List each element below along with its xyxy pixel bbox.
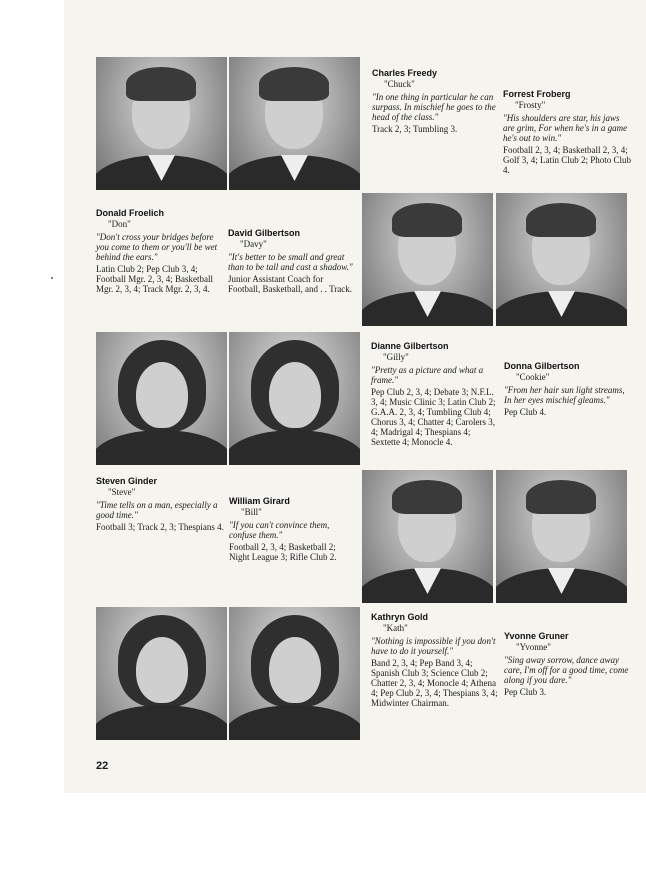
student-nickname: "Chuck" (384, 79, 415, 89)
entry-charles-freedy (372, 68, 498, 134)
entry-donna-gilbertson (504, 361, 632, 417)
scan-speck (51, 277, 53, 279)
student-activities: Track 2, 3; Tumbling 3. (372, 124, 458, 134)
entry-david-gilbertson (228, 228, 356, 294)
student-name: Forrest Froberg (503, 89, 571, 99)
portrait-steven-ginder (362, 470, 493, 603)
entry-dianne-gilbertson (371, 341, 499, 447)
student-nickname: "Kath" (383, 623, 408, 633)
student-activities: Junior Assistant Coach for Football, Basketball, and . . Track. (228, 274, 352, 294)
portrait-dianne-gilbertson (96, 332, 227, 465)
student-name: Donna Gilbertson (504, 361, 580, 371)
student-quote: "Sing away sorrow, dance away care, I'm off for a good time, come along if you dare." (504, 655, 629, 685)
student-quote: "Pretty as a picture and what a frame." (371, 365, 484, 385)
portrait-yvonne-gruner (229, 607, 360, 740)
portrait-kathryn-gold (96, 607, 227, 740)
portrait-william-girard (496, 470, 627, 603)
student-quote: "If you can't convince them, confuse them." (229, 520, 330, 540)
student-activities: Football 2, 3, 4; Basketball 2; Night League 3; Rifle Club 2. (229, 542, 337, 562)
entry-yvonne-gruner (504, 631, 632, 697)
student-nickname: "Frosty" (515, 100, 546, 110)
student-nickname: "Davy" (240, 239, 267, 249)
student-quote: "Don't cross your bridges before you come to them or you'll be wet behind the ears." (96, 232, 218, 262)
student-nickname: "Don" (108, 219, 131, 229)
student-nickname: "Gilly" (383, 352, 409, 362)
student-name: Steven Ginder (96, 476, 158, 486)
student-name: Dianne Gilbertson (371, 341, 449, 351)
student-name: Kathryn Gold (371, 612, 429, 622)
entry-donald-froelich (96, 208, 224, 294)
student-activities: Football 3; Track 2, 3; Thespians 4. (96, 522, 224, 532)
portrait-donald-froelich (362, 193, 493, 326)
student-quote: "Nothing is impossible if you don't have to do it yourself." (371, 636, 496, 656)
student-name: Donald Froelich (96, 208, 165, 218)
entry-william-girard (229, 496, 357, 562)
portrait-david-gilbertson (496, 193, 627, 326)
student-name: Yvonne Gruner (504, 631, 569, 641)
entry-forrest-froberg (503, 89, 631, 175)
student-activities: Pep Club 2, 3, 4; Debate 3; N.F.L. 3, 4; Music Clinic 3; Latin Club 2; G.A.A. 2, 3, 4; Tumbling Club 4; Chorus 3, 4; Chatter 4; Carolers 3, 4; Madrigal 4; Thespians 4; Sextette 4; Monocle 4. (371, 387, 496, 447)
student-quote: "In one thing in particular he can surpass. In mischief he goes to the head of the class." (372, 92, 496, 122)
student-nickname: "Yvonne" (516, 642, 551, 652)
student-name: David Gilbertson (228, 228, 301, 238)
portrait-donna-gilbertson (229, 332, 360, 465)
portrait-forrest-froberg (229, 57, 360, 190)
entry-steven-ginder (96, 476, 224, 532)
student-quote: "Time tells on a man, especially a good time." (96, 500, 218, 520)
student-activities: Football 2, 3, 4; Basketball 2, 3, 4; Golf 3, 4; Latin Club 2; Photo Club 4. (503, 145, 632, 175)
portrait-charles-freedy (96, 57, 227, 190)
student-name: Charles Freedy (372, 68, 438, 78)
student-nickname: "Cookie" (516, 372, 550, 382)
student-activities: Band 2, 3, 4; Pep Band 3, 4; Spanish Club 3; Science Club 2; Chatter 2, 3, 4; Monocle 4; Athena 4; Pep Club 2, 3, 4; Thespians 3, 4; Midwinter Chairman. (371, 658, 498, 708)
student-nickname: "Steve" (108, 487, 136, 497)
student-name: William Girard (229, 496, 290, 506)
entry-kathryn-gold (371, 612, 499, 708)
student-activities: Pep Club 3. (504, 687, 547, 697)
student-nickname: "Bill" (241, 507, 262, 517)
student-activities: Pep Club 4. (504, 407, 547, 417)
student-quote: "It's better to be small and great than to be tall and cast a shadow." (228, 252, 353, 272)
student-activities: Latin Club 2; Pep Club 3, 4; Football Mgr. 2, 3, 4; Basketball Mgr. 2, 3, 4; Track Mgr. 2, 3, 4. (96, 264, 213, 294)
student-quote: "From her hair sun light streams, In her eyes mischief gleams." (504, 385, 625, 405)
student-quote: "His shoulders are star, his jaws are grim, For when he's in a game he's out to win." (503, 113, 628, 143)
page-number: 22 (96, 760, 109, 772)
